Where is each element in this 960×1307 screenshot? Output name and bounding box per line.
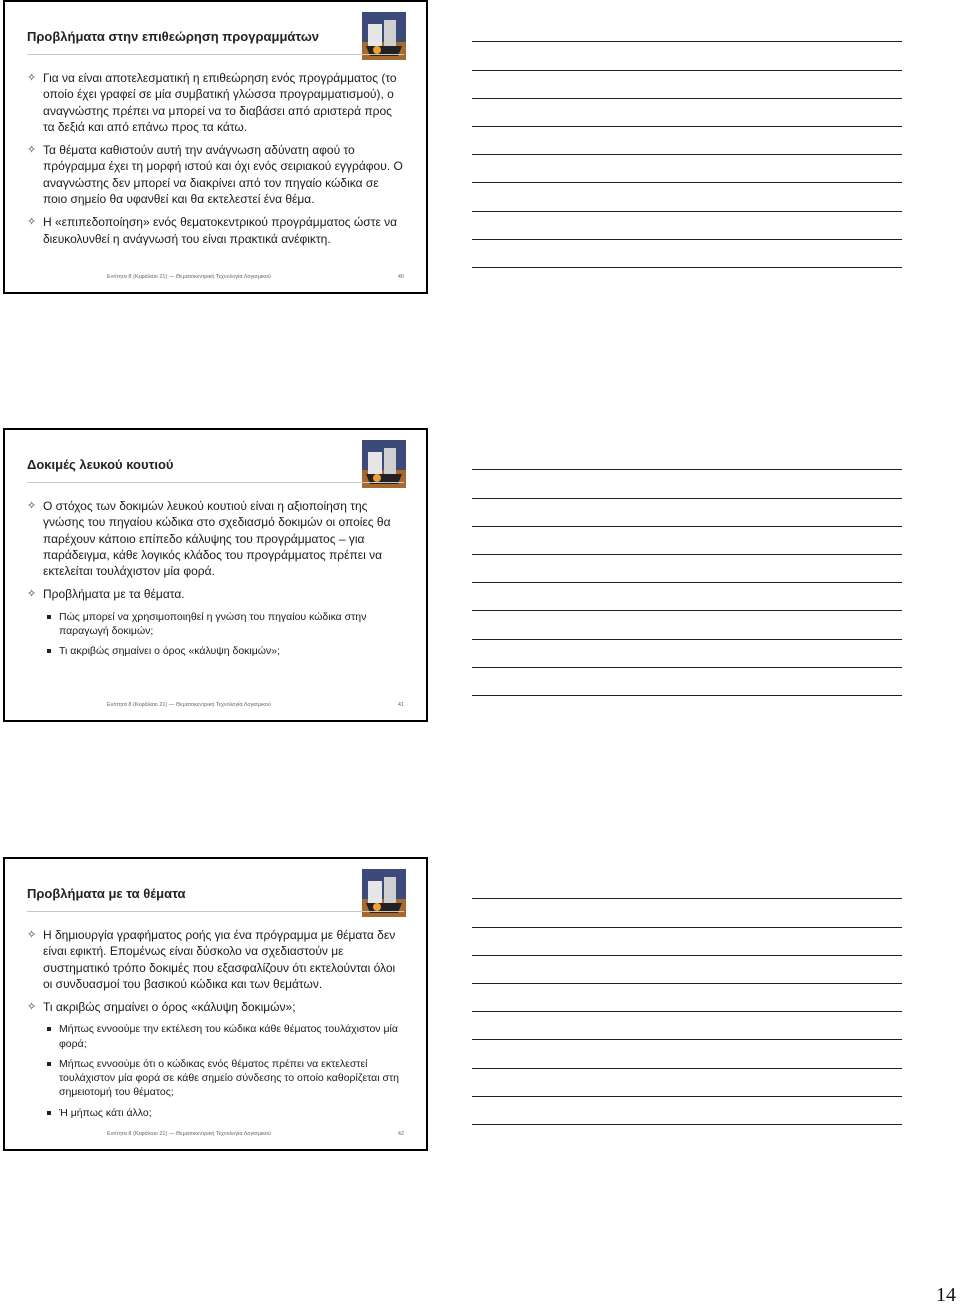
slide-number: 42 (397, 1131, 404, 1137)
slide-body (27, 70, 404, 254)
sub-bullet-item (27, 610, 404, 638)
bullet-text: Για να είναι αποτελεσματική η επιθεώρηση ενός προγράμματος (το οποίο έχει γραφεί σε μία συμβατική γλώσσα προγραμματισμού), ο αναγνώστης πρέπει να μπορεί να το διαβάσει από αριστερά προς τα δεξιά και από επάνω προς τα κάτω. (43, 71, 397, 134)
diamond-bullet-icon: ✧ (27, 929, 37, 941)
bullet-item (27, 498, 404, 579)
note-line (472, 267, 902, 268)
slide-footer (5, 1131, 426, 1141)
slide-3 (3, 857, 428, 1151)
note-line (472, 126, 902, 127)
note-line (472, 610, 902, 611)
bullet-item (27, 214, 404, 247)
sub-bullet-item (27, 644, 404, 658)
square-bullet-icon (47, 1111, 51, 1115)
sub-bullet-text: Τι ακριβώς σημαίνει ο όρος «κάλυψη δοκιμών»; (59, 645, 280, 658)
bullet-item (27, 586, 404, 602)
footer-course-label: Ενότητα 8 (Κεφάλαιο 21) — Θεματοκεντρική Τεχνολογία Λογισμικού (107, 702, 271, 708)
title-divider (27, 911, 404, 912)
slide-footer (5, 702, 426, 712)
bullet-text: Η «επιπεδοποίηση» ενός θεματοκεντρικού προγράμματος ώστε να διευκολυνθεί η ανάγνωσή του είναι πρακτικά ανέφικτη. (43, 215, 398, 246)
sub-bullet-item (27, 1022, 404, 1050)
diamond-bullet-icon: ✧ (27, 144, 37, 157)
slide-title: Προβλήματα στην επιθεώρηση προγραμμάτων (27, 29, 320, 44)
slide-body (27, 927, 404, 1126)
note-line (472, 927, 902, 928)
sub-bullet-text: Ή μήπως κάτι άλλο; (59, 1106, 152, 1119)
slide-body (27, 498, 404, 664)
slide-thumbnail-image (362, 440, 406, 488)
note-line (472, 695, 902, 696)
note-line (472, 239, 902, 240)
square-bullet-icon (47, 1027, 51, 1031)
slide-thumbnail-image (362, 869, 406, 917)
sub-bullet-text: Πώς μπορεί να χρησιμοποιηθεί η γνώση του πηγαίου κώδικα στην παραγωγή δοκιμών; (59, 610, 367, 637)
slide-footer (5, 274, 426, 284)
diamond-bullet-icon: ✧ (27, 588, 37, 601)
note-line (472, 1011, 902, 1012)
note-line (472, 1096, 902, 1097)
note-line (472, 639, 902, 640)
note-line (472, 98, 902, 99)
note-line (472, 667, 902, 668)
note-line (472, 154, 902, 155)
slide-title: Δοκιμές λευκού κουτιού (27, 457, 174, 472)
note-line (472, 898, 902, 899)
diamond-bullet-icon: ✧ (27, 216, 37, 229)
note-line (472, 582, 902, 583)
slide-1 (3, 0, 428, 294)
note-line (472, 1124, 902, 1125)
slide-thumbnail-image (362, 12, 406, 60)
sub-bullet-item (27, 1057, 404, 1100)
slide-2 (3, 428, 428, 722)
slide-number: 40 (397, 274, 404, 280)
note-line (472, 41, 902, 42)
note-line (472, 469, 902, 470)
note-line (472, 526, 902, 527)
note-line (472, 1039, 902, 1040)
note-line (472, 498, 902, 499)
bullet-text: Τα θέματα καθιστούν αυτή την ανάγνωση αδύνατη αφού το πρόγραμμα έχει τη μορφή ιστού και όχι ενός σειριακού εγγράφου. Ο αναγνώστης δεν μπορεί να διακρίνει από τον πηγαίο κώδικα σε ποιο σημείο θα υφανθεί και θα εκτελεστεί ένα θέμα. (43, 143, 403, 207)
bullet-item (27, 70, 404, 135)
footer-course-label: Ενότητα 8 (Κεφάλαιο 21) — Θεματοκεντρική Τεχνολογία Λογισμικού (107, 1131, 271, 1137)
diamond-bullet-icon: ✧ (27, 72, 37, 84)
slide-number: 41 (397, 702, 404, 708)
note-line (472, 182, 902, 183)
note-line (472, 211, 902, 212)
bullet-text: Τι ακριβώς σημαίνει ο όρος «κάλυψη δοκιμών»; (43, 1000, 296, 1015)
bullet-item (27, 999, 404, 1015)
sub-bullet-text: Μήπως εννοούμε ότι ο κώδικας ενός θέματος πρέπει να εκτελεστεί τουλάχιστον μία φορά σε κάθε σημείο σύνδεσης το οποίο καθορίζεται στη σημειοτομή του θέματος; (59, 1057, 399, 1099)
note-line (472, 955, 902, 956)
bullet-text: Προβλήματα με τα θέματα. (43, 587, 185, 602)
bullet-item (27, 142, 404, 207)
page-number: 14 (936, 1284, 956, 1306)
note-line (472, 1068, 902, 1069)
sub-bullet-item (27, 1106, 404, 1120)
title-divider (27, 482, 404, 483)
sub-bullet-text: Μήπως εννοούμε την εκτέλεση του κώδικα κάθε θέματος τουλάχιστον μία φορά; (59, 1023, 398, 1050)
footer-course-label: Ενότητα 8 (Κεφάλαιο 21) — Θεματοκεντρική Τεχνολογία Λογισμικού (107, 274, 271, 280)
bullet-text: Η δημιουργία γραφήματος ροής για ένα πρόγραμμα με θέματα δεν είναι εφικτή. Επομένως είναι δύσκολο να σχεδιαστούν με συστηματικό τρόπο δοκιμές που εξασφαλίζουν ότι εκτελούνται όλοι οι συνδυασμοί του βασικού κώδικα και των θεμάτων. (43, 928, 396, 991)
bullet-item (27, 927, 404, 992)
note-line (472, 70, 902, 71)
bullet-text: Ο στόχος των δοκιμών λευκού κουτιού είναι η αξιοποίηση της γνώσης του πηγαίου κώδικα στο σχεδιασμό δοκιμών οι οποίες θα παρέχουν κάποιο επίπεδο κάλυψης του προγράμματος – για παράδειγμα, κάθε λογικός κλάδος του προγράμματος πρέπει να εκτελείται τουλάχιστον μία φορά. (43, 499, 391, 579)
diamond-bullet-icon: ✧ (27, 500, 37, 512)
title-divider (27, 54, 404, 55)
diamond-bullet-icon: ✧ (27, 1001, 37, 1014)
note-line (472, 554, 902, 555)
square-bullet-icon (47, 649, 51, 653)
square-bullet-icon (47, 615, 51, 619)
square-bullet-icon (47, 1062, 51, 1066)
note-line (472, 983, 902, 984)
slide-title: Προβλήματα με τα θέματα (27, 886, 186, 901)
